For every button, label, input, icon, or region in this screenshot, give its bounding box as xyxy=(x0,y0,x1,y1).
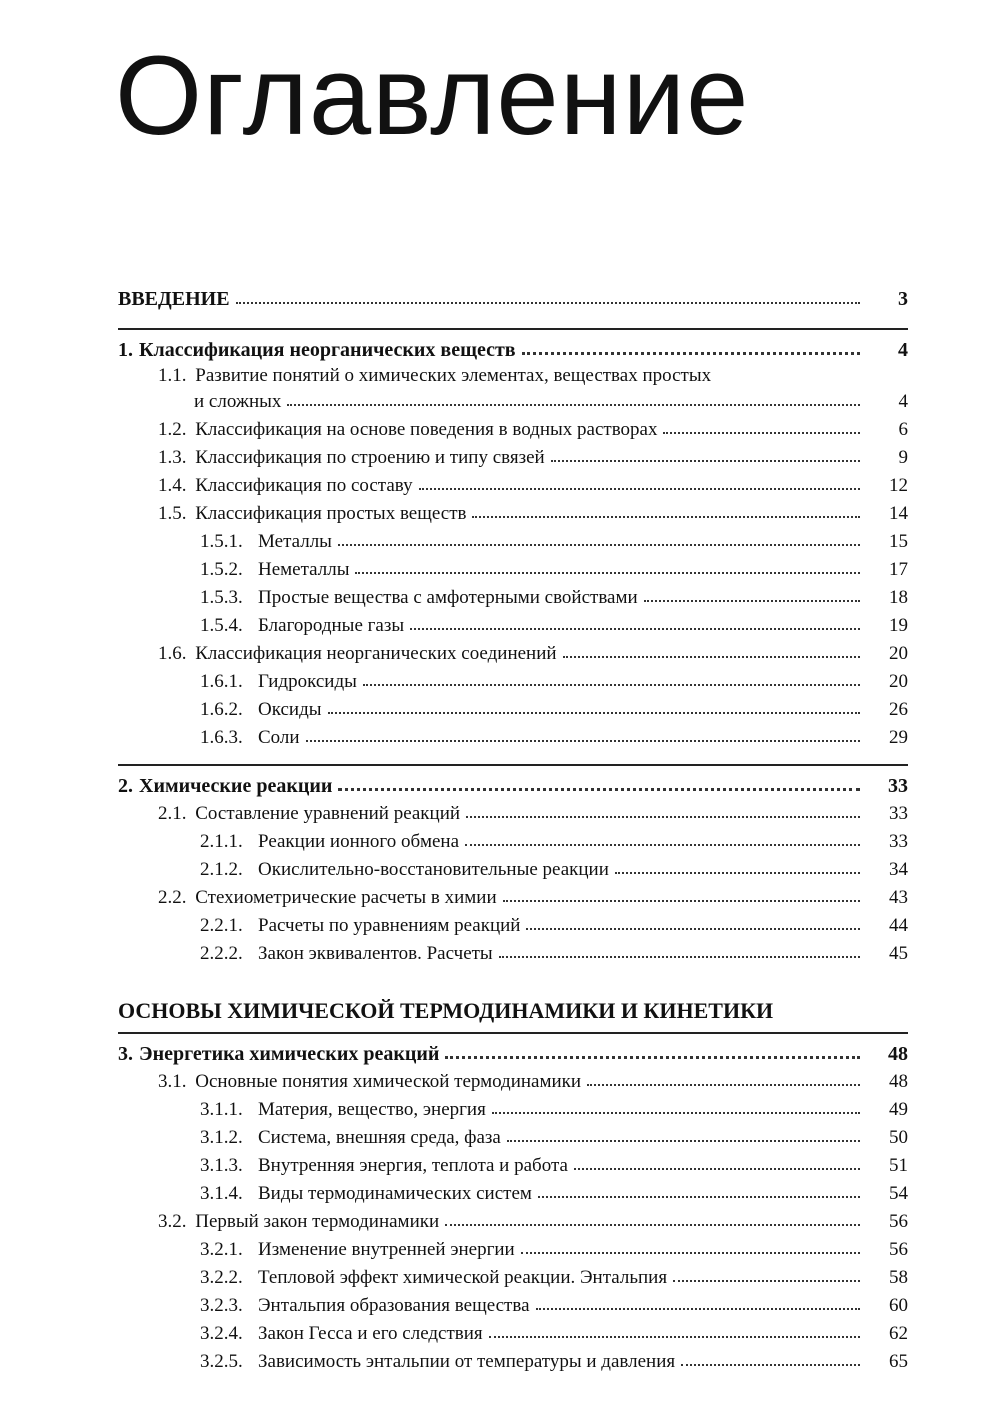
toc-subsection-entry[interactable] xyxy=(118,1320,908,1348)
toc-entry-page: 54 xyxy=(889,1183,908,1204)
toc-chapter-entry[interactable] xyxy=(118,1040,908,1068)
section-number: 1.1. xyxy=(158,365,187,386)
toc-entry-page: 60 xyxy=(889,1295,908,1316)
toc-subsection-entry[interactable] xyxy=(118,1264,908,1292)
subsection-title: Благородные газы xyxy=(258,615,405,636)
toc-entry-title: ВВЕДЕНИЕ xyxy=(118,288,230,310)
chapter-title: Классификация неорганических веществ xyxy=(139,339,516,361)
leader-dots xyxy=(526,922,860,930)
subsection-number: 2.2.1. xyxy=(200,915,243,936)
subsection-number: 3.2.1. xyxy=(200,1239,243,1260)
toc-entry-introduction[interactable] xyxy=(118,282,908,316)
toc-entry-page: 26 xyxy=(889,699,908,720)
toc-entry-page: 15 xyxy=(889,531,908,552)
toc-entry-page: 18 xyxy=(889,587,908,608)
toc-section-entry[interactable] xyxy=(118,884,908,912)
toc-subsection-entry[interactable] xyxy=(118,528,908,556)
subsection-number: 1.5.4. xyxy=(200,615,243,636)
subsection-title: Гидроксиды xyxy=(258,671,357,692)
subsection-number: 2.2.2. xyxy=(200,943,243,964)
toc-entry-page: 51 xyxy=(889,1155,908,1176)
toc-entry-page: 34 xyxy=(889,859,908,880)
leader-dots xyxy=(419,482,860,490)
toc-chapter-entry[interactable] xyxy=(118,336,908,364)
leader-dots xyxy=(536,1302,860,1310)
toc-entry-page: 50 xyxy=(889,1127,908,1148)
subsection-title: Зависимость энтальпии от температуры и давления xyxy=(258,1351,676,1372)
toc-subsection-entry[interactable] xyxy=(118,1124,908,1152)
section-number: 1.2. xyxy=(158,419,187,440)
leader-dots xyxy=(328,706,860,714)
chapter-number: 1. xyxy=(118,339,133,361)
page-title: Оглавление xyxy=(115,33,750,158)
subsection-title: Система, внешняя среда, фаза xyxy=(258,1127,501,1148)
toc-entry-page: 43 xyxy=(889,887,908,908)
section-title: Классификация по строению и типу связей xyxy=(195,447,545,468)
toc-chapter-2 xyxy=(118,764,908,968)
toc-subsection-entry[interactable] xyxy=(118,556,908,584)
toc-chapter-3 xyxy=(118,1032,908,1376)
subsection-number: 3.1.4. xyxy=(200,1183,243,1204)
leader-dots xyxy=(306,734,860,742)
leader-dots xyxy=(492,1106,860,1114)
leader-dots xyxy=(563,650,860,658)
leader-dots xyxy=(681,1358,860,1366)
subsection-number: 3.2.5. xyxy=(200,1351,243,1372)
section-title: Классификация простых веществ xyxy=(195,503,467,524)
subsection-title: Внутренняя энергия, теплота и работа xyxy=(258,1155,568,1176)
toc-entry-page: 3 xyxy=(898,288,908,310)
leader-dots xyxy=(521,1246,860,1254)
leader-dots xyxy=(445,1218,860,1226)
chapter-title: Химические реакции xyxy=(139,775,333,797)
toc-entry-page: 44 xyxy=(889,915,908,936)
toc-entry-page: 49 xyxy=(889,1099,908,1120)
subsection-title: Соли xyxy=(258,727,300,748)
section-number: 1.3. xyxy=(158,447,187,468)
subsection-title: Энтальпия образования вещества xyxy=(258,1295,530,1316)
subsection-number: 1.6.2. xyxy=(200,699,243,720)
toc-entry-page: 17 xyxy=(889,559,908,580)
toc-entry-page: 48 xyxy=(888,1043,908,1065)
toc-entry-page: 4 xyxy=(898,391,908,412)
leader-dots xyxy=(522,346,860,355)
subsection-title: Виды термодинамических систем xyxy=(258,1183,532,1204)
toc-entry-page: 48 xyxy=(889,1071,908,1092)
leader-dots xyxy=(410,622,860,630)
subsection-number: 3.2.2. xyxy=(200,1267,243,1288)
toc-section-entry[interactable] xyxy=(118,364,908,388)
toc-entry-page: 65 xyxy=(889,1351,908,1372)
toc-subsection-entry[interactable] xyxy=(118,1096,908,1124)
toc-subsection-entry[interactable] xyxy=(118,940,908,968)
toc-subsection-entry[interactable] xyxy=(118,1180,908,1208)
section-number: 1.6. xyxy=(158,643,187,664)
leader-dots xyxy=(489,1330,860,1338)
toc-subsection-entry[interactable] xyxy=(118,668,908,696)
leader-dots xyxy=(445,1050,860,1059)
toc-section-entry[interactable] xyxy=(118,800,908,828)
toc-entry-page: 12 xyxy=(889,475,908,496)
section-title: Основные понятия химической термодинамики xyxy=(195,1071,582,1092)
toc-section-entry[interactable] xyxy=(118,1068,908,1096)
subsection-number: 2.1.1. xyxy=(200,831,243,852)
leader-dots xyxy=(465,838,860,846)
subsection-title: Окислительно-восстановительные реакции xyxy=(258,859,609,880)
subsection-number: 3.1.2. xyxy=(200,1127,243,1148)
leader-dots xyxy=(503,894,860,902)
leader-dots xyxy=(574,1162,860,1170)
subsection-number: 1.5.1. xyxy=(200,531,243,552)
toc-entry-page: 58 xyxy=(889,1267,908,1288)
toc-entry-page: 20 xyxy=(889,671,908,692)
toc-section-entry-continued[interactable] xyxy=(118,388,908,416)
toc-entry-page: 6 xyxy=(898,419,908,440)
subsection-title: Закон Гесса и его следствия xyxy=(258,1323,483,1344)
leader-dots xyxy=(466,810,860,818)
section-title: Первый закон термодинамики xyxy=(195,1211,440,1232)
toc-subsection-entry[interactable] xyxy=(118,828,908,856)
toc-entry-page: 33 xyxy=(888,775,908,797)
toc-entry-page: 9 xyxy=(898,447,908,468)
section-number: 2.1. xyxy=(158,803,187,824)
toc-chapter-entry[interactable] xyxy=(118,772,908,800)
leader-dots xyxy=(644,594,860,602)
subsection-title: Материя, вещество, энергия xyxy=(258,1099,486,1120)
subsection-number: 3.2.3. xyxy=(200,1295,243,1316)
leader-dots xyxy=(499,950,860,958)
leader-dots xyxy=(363,678,860,686)
leader-dots xyxy=(338,538,860,546)
toc-entry-page: 45 xyxy=(889,943,908,964)
leader-dots xyxy=(587,1078,860,1086)
section-number: 1.4. xyxy=(158,475,187,496)
toc-subsection-entry[interactable] xyxy=(118,1152,908,1180)
toc-subsection-entry[interactable] xyxy=(118,1292,908,1320)
toc-entry-page: 56 xyxy=(889,1211,908,1232)
chapter-number: 2. xyxy=(118,775,133,797)
leader-dots xyxy=(507,1134,860,1142)
subsection-number: 1.6.3. xyxy=(200,727,243,748)
leader-dots xyxy=(338,782,860,791)
toc-entry-page: 56 xyxy=(889,1239,908,1260)
toc-subsection-entry[interactable] xyxy=(118,584,908,612)
subsection-title: Неметаллы xyxy=(258,559,350,580)
toc-section-entry[interactable] xyxy=(118,472,908,500)
leader-dots xyxy=(355,566,860,574)
toc-section-entry[interactable] xyxy=(118,1208,908,1236)
toc-subsection-entry[interactable] xyxy=(118,696,908,724)
toc-subsection-entry[interactable] xyxy=(118,724,908,752)
section-title: Составление уравнений реакций xyxy=(195,803,461,824)
toc-entry-page: 62 xyxy=(889,1323,908,1344)
chapter-title: Энергетика химических реакций xyxy=(139,1043,440,1065)
subsection-title: Реакции ионного обмена xyxy=(258,831,460,852)
chapter-number: 3. xyxy=(118,1043,133,1065)
subsection-title: Тепловой эффект химической реакции. Энтальпия xyxy=(258,1267,668,1288)
toc-section-entry[interactable] xyxy=(118,444,908,472)
subsection-title: Расчеты по уравнениям реакций xyxy=(258,915,521,936)
subsection-number: 3.1.1. xyxy=(200,1099,243,1120)
section-title: Стехиометрические расчеты в химии xyxy=(195,887,497,908)
toc-entry-page: 14 xyxy=(889,503,908,524)
leader-dots xyxy=(663,426,860,434)
toc-entry-page: 20 xyxy=(889,643,908,664)
subsection-title: Изменение внутренней энергии xyxy=(258,1239,515,1260)
section-number: 3.1. xyxy=(158,1071,187,1092)
toc-entry-page: 33 xyxy=(889,831,908,852)
toc-entry-page: 4 xyxy=(898,339,908,361)
toc-subsection-entry[interactable] xyxy=(118,856,908,884)
leader-dots xyxy=(236,296,860,304)
subsection-title: Металлы xyxy=(258,531,332,552)
leader-dots xyxy=(287,398,860,406)
toc-subsection-entry[interactable] xyxy=(118,1236,908,1264)
section-title: Развитие понятий о химических элементах, веществах простых xyxy=(195,365,712,386)
toc-entry-page: 29 xyxy=(889,727,908,748)
toc-entry-page: 19 xyxy=(889,615,908,636)
toc-subsection-entry[interactable] xyxy=(118,612,908,640)
toc-section-entry[interactable] xyxy=(118,416,908,444)
toc-section-entry[interactable] xyxy=(118,640,908,668)
subsection-number: 1.6.1. xyxy=(200,671,243,692)
section-number: 1.5. xyxy=(158,503,187,524)
section-title: и сложных xyxy=(194,391,282,412)
table-of-contents xyxy=(118,282,908,1376)
subsection-title: Оксиды xyxy=(258,699,322,720)
subsection-number: 3.1.3. xyxy=(200,1155,243,1176)
toc-subsection-entry[interactable] xyxy=(118,1348,908,1376)
subsection-number: 1.5.3. xyxy=(200,587,243,608)
leader-dots xyxy=(538,1190,860,1198)
part-heading: ОСНОВЫ ХИМИЧЕСКОЙ ТЕРМОДИНАМИКИ И КИНЕТИКИ xyxy=(118,998,774,1023)
section-number: 3.2. xyxy=(158,1211,187,1232)
subsection-title: Закон эквивалентов. Расчеты xyxy=(258,943,493,964)
section-title: Классификация неорганических соединений xyxy=(195,643,557,664)
subsection-number: 3.2.4. xyxy=(200,1323,243,1344)
leader-dots xyxy=(472,510,860,518)
section-title: Классификация на основе поведения в водных растворах xyxy=(195,419,658,440)
toc-section-entry[interactable] xyxy=(118,500,908,528)
toc-subsection-entry[interactable] xyxy=(118,912,908,940)
leader-dots xyxy=(551,454,860,462)
toc-chapter-1 xyxy=(118,328,908,752)
toc-entry-page: 33 xyxy=(889,803,908,824)
subsection-number: 2.1.2. xyxy=(200,859,243,880)
section-title: Классификация по составу xyxy=(195,475,413,496)
leader-dots xyxy=(615,866,860,874)
subsection-number: 1.5.2. xyxy=(200,559,243,580)
leader-dots xyxy=(673,1274,860,1282)
subsection-title: Простые вещества с амфотерными свойствами xyxy=(258,587,638,608)
section-number: 2.2. xyxy=(158,887,187,908)
